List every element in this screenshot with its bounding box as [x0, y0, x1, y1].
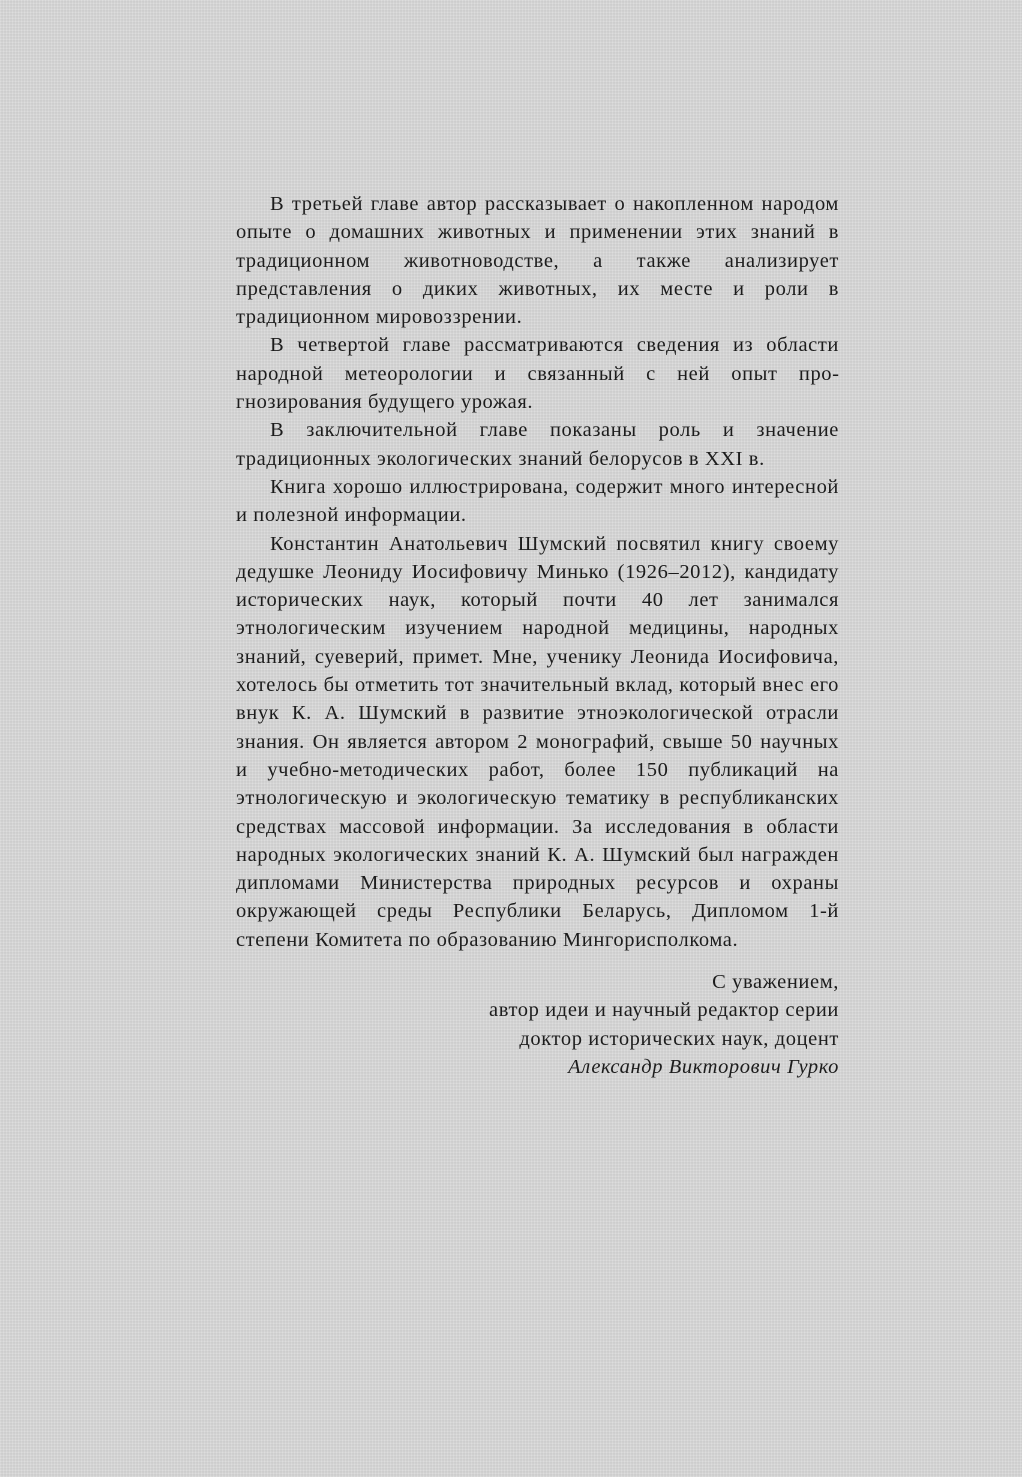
paragraph-chapter-three: В третьей главе автор рассказывает о накопленном народом опыте о домашних животных и применении этих знаний в традиционном животноводстве, а также анализирует представления о диких животных, их месте и роли в традиционном мировоззрении. [236, 193, 839, 329]
signature-role: автор идеи и научный редактор серии [489, 999, 839, 1022]
signature-degree: доктор исторических наук, доцент [519, 1027, 839, 1050]
page-text-block [236, 190, 839, 1081]
signature-closing: С уважением, [712, 971, 839, 994]
paragraph-final-chapter: В заключительной главе показаны роль и значение традиционных экологических знаний белорусов в XXI в. [236, 419, 839, 470]
paragraph-illustrations: Книга хорошо иллюстрирована, содержит много интересной и полезной информации. [236, 475, 839, 527]
signature-name: Александр Викторович Гурко [568, 1055, 839, 1078]
paragraph-chapter-four: В четвертой главе рассматриваются сведения из области народной метеорологии и связанный с ней опыт прогнозирования будущего урожая. [236, 334, 839, 414]
paragraph-dedication: Константин Анатольевич Шумский посвятил книгу своему дедушке Леониду Иосифовичу Минько (1926–2012), кандидату исторических наук, который почти 40 лет занимался этнологическим изучением народной медицины, народных знаний, суеверий, примет. Мне, ученику Леонида Иосифовича, хотелось бы отметить тот значительный вклад, который внес его внук К. А. Шумский в развитие этноэкологической отрасли знания. Он является автором 2 монографий, свыше 50 научных и учебно-методических работ, более 150 публикаций на этнологическую и экологическую тематику в республиканских средствах массовой информации. За исследования в области народных экологических знаний К. А. Шумский был награжден дипломами Министерства природных ресурсов и охраны окружающей среды Республики Беларусь, Дипломом 1-й степени Комитета по образованию Мингорисполкома. [236, 532, 839, 951]
signature-block [236, 968, 839, 1081]
